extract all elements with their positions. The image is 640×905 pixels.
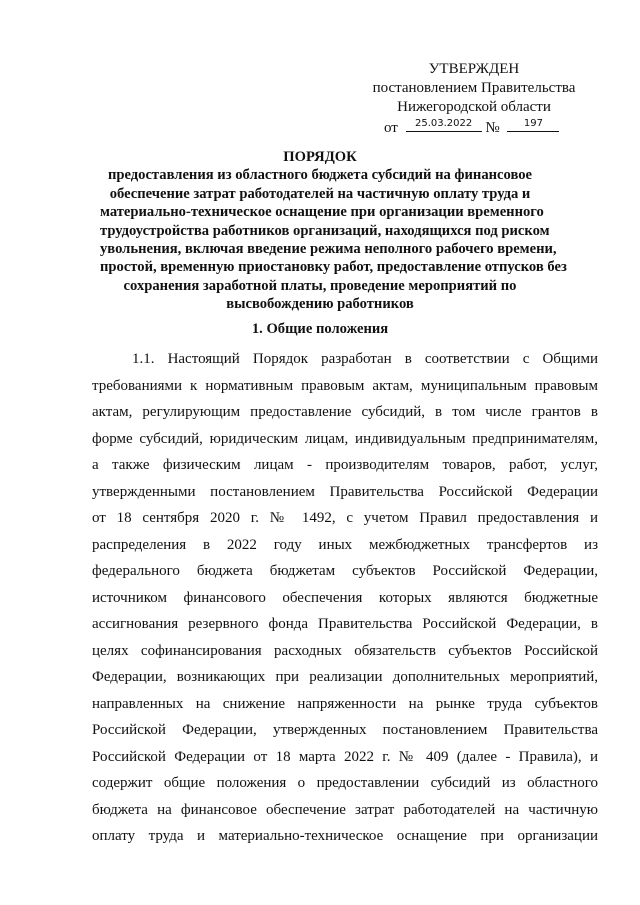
body-paragraph — [92, 346, 598, 850]
paragraph-line: направленных на снижение напряженности на рынке труда субъектов — [92, 695, 598, 712]
number-sign: № — [485, 120, 500, 136]
title-line: трудоустройства работников организаций, находящихся под риском — [100, 222, 550, 239]
approval-heading: УТВЕРЖДЕН — [428, 61, 520, 77]
paragraph-line: а также физическим лицам - производителям товаров, работ, услуг, — [92, 457, 598, 473]
title-line: простой, временную приостановку работ, предоставление отпусков без — [100, 259, 567, 276]
paragraph-line: 1.1. Настоящий Порядок разработан в соответствии с Общими — [132, 351, 598, 367]
paragraph-line: требованиями к нормативным правовым актам, муниципальным правовым — [92, 377, 598, 394]
paragraph-line: ассигнования резервного фонда Правительства Российской Федерации, в — [92, 616, 598, 632]
date-prefix: от — [384, 120, 398, 136]
approval-region: Нижегородской области — [397, 99, 551, 115]
paragraph-line: оплату труда и материально-техническое оснащение при организации — [92, 828, 598, 844]
paragraph-line: форме субсидий, юридическим лицам, индивидуальным предпринимателям, — [92, 430, 598, 447]
title-line: предоставления из областного бюджета субсидий на финансовое — [107, 167, 533, 184]
title-line: увольнения, включая введение режима неполного рабочего времени, — [100, 241, 557, 258]
paragraph-line: от 18 сентября 2020 г. № 1492, с учетом Правил предоставления и — [92, 510, 598, 526]
paragraph-line: источником финансового обеспечения которых являются бюджетные — [92, 589, 598, 606]
title-line: материально-техническое оснащение при организации временного — [100, 204, 544, 221]
title-line: обеспечение затрат работодателей на частичную оплату труда и — [109, 185, 531, 202]
approval-stamp — [368, 60, 580, 137]
paragraph-line: Российской Федерации от 18 марта 2022 г. № 409 (далее - Правила), и — [92, 748, 598, 765]
paragraph-line: утвержденными постановлением Правительства Российской Федерации — [92, 483, 598, 500]
paragraph-line: бюджета на финансовое обеспечение затрат работодателей на частичную — [92, 801, 598, 818]
paragraph-line: содержит общие положения о предоставлении субсидий из областного — [92, 775, 598, 791]
approval-date-number-line — [368, 117, 580, 137]
paragraph-line: Федерации, возникающих при реализации дополнительных мероприятий, — [92, 669, 598, 685]
title-heading: ПОРЯДОК — [283, 149, 357, 165]
date-field — [406, 117, 482, 132]
date-value: 25.03.2022 — [414, 118, 473, 129]
title-line: высвобождению работников — [226, 296, 414, 313]
paragraph-line: целях софинансирования расходных обязательств субъектов Российской — [92, 642, 598, 659]
approval-issuer: постановлением Правительства — [372, 80, 576, 96]
paragraph-line: актам, регулирующим предоставление субсидий, в том числе грантов в — [92, 404, 598, 420]
title-line: сохранения заработной платы, проведение мероприятий по — [123, 277, 517, 294]
paragraph-line: федерального бюджета бюджетам субъектов Российской Федерации, — [92, 563, 598, 579]
paragraph-line: распределения в 2022 году иных межбюджетных трансфертов из — [92, 536, 598, 553]
paragraph-line: Российской Федерации, утвержденных постановлением Правительства — [92, 722, 598, 738]
number-value: 197 — [523, 118, 543, 129]
number-field — [507, 117, 559, 132]
document-title — [100, 148, 567, 314]
section-heading: 1. Общие положения — [251, 321, 389, 337]
